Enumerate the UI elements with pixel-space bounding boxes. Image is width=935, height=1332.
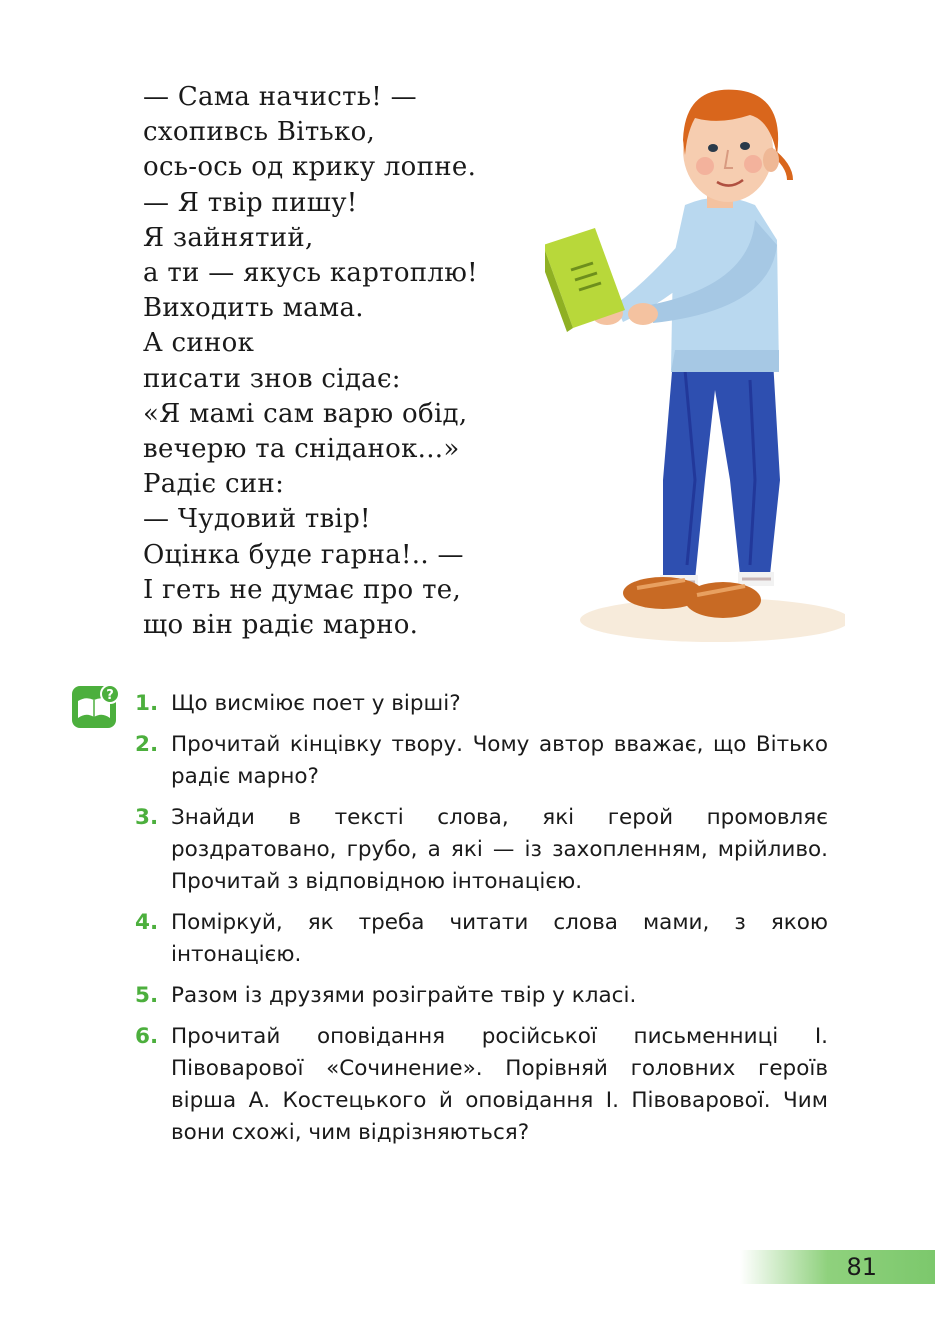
question-number: 6. bbox=[135, 1024, 159, 1049]
poem-line: Радіє син: bbox=[143, 469, 285, 500]
book-question-icon bbox=[72, 684, 120, 730]
question-item bbox=[135, 688, 828, 720]
question-number: 4. bbox=[135, 910, 159, 935]
poem-line: «Я мамі сам варю обід, bbox=[143, 398, 468, 429]
poem-line: ось-ось од крику лопне. bbox=[143, 152, 477, 183]
poem-line: писати знов сідає: bbox=[143, 363, 401, 394]
question-text: Прочитай оповідання російської письменниці І. Півоварової «Сочинение». Порівняй головних героїв вірша А. Костецького й оповідання І. Півоварової. Чим вони схожі, чим відрізняються? bbox=[171, 1024, 828, 1145]
question-item bbox=[135, 802, 828, 898]
poem-line: схопивсь Вітько, bbox=[143, 117, 376, 148]
poem-line: І геть не думає про те, bbox=[143, 574, 462, 605]
poem bbox=[143, 80, 533, 643]
poem-line: Оцінка буде гарна!.. — bbox=[143, 539, 464, 570]
questions-list bbox=[135, 688, 828, 1158]
question-text: Знайди в тексті слова, які герой промовляє роздратовано, грубо, а які — із захопленням, мрійливо. Прочитай з відповідною інтонацією. bbox=[171, 805, 828, 894]
poem-line: вечерю та сніданок...» bbox=[143, 434, 460, 465]
question-number: 3. bbox=[135, 805, 159, 830]
question-number: 2. bbox=[135, 732, 159, 757]
question-item bbox=[135, 729, 828, 793]
question-number: 1. bbox=[135, 691, 159, 716]
poem-line: — Сама начисть! — bbox=[143, 82, 417, 112]
svg-text:?: ? bbox=[106, 688, 114, 703]
page-number-tab bbox=[740, 1250, 935, 1284]
poem-line: — Чудовий твір! bbox=[143, 504, 371, 535]
poem-line: Я зайнятий, bbox=[143, 222, 314, 253]
question-item bbox=[135, 980, 828, 1012]
question-text: Разом із друзями розіграйте твір у класі. bbox=[171, 983, 637, 1008]
page-number: 81 bbox=[846, 1253, 877, 1281]
question-number: 5. bbox=[135, 983, 159, 1008]
question-text: Поміркуй, як треба читати слова мами, з якою інтонацією. bbox=[171, 910, 828, 967]
question-text: Що висміює поет у вірші? bbox=[171, 691, 461, 716]
poem-line: — Я твір пишу! bbox=[143, 187, 358, 218]
poem-line: а ти — якусь картоплю! bbox=[143, 258, 478, 289]
poem-line: Виходить мама. bbox=[143, 293, 364, 324]
boy-with-book-illustration bbox=[545, 60, 845, 650]
question-item bbox=[135, 907, 828, 971]
question-text: Прочитай кінцівку твору. Чому автор вважає, що Вітько радіє марно? bbox=[171, 732, 828, 789]
poem-line: що він радіє марно. bbox=[143, 610, 419, 641]
poem-line: А синок bbox=[143, 328, 255, 359]
question-item bbox=[135, 1021, 828, 1149]
